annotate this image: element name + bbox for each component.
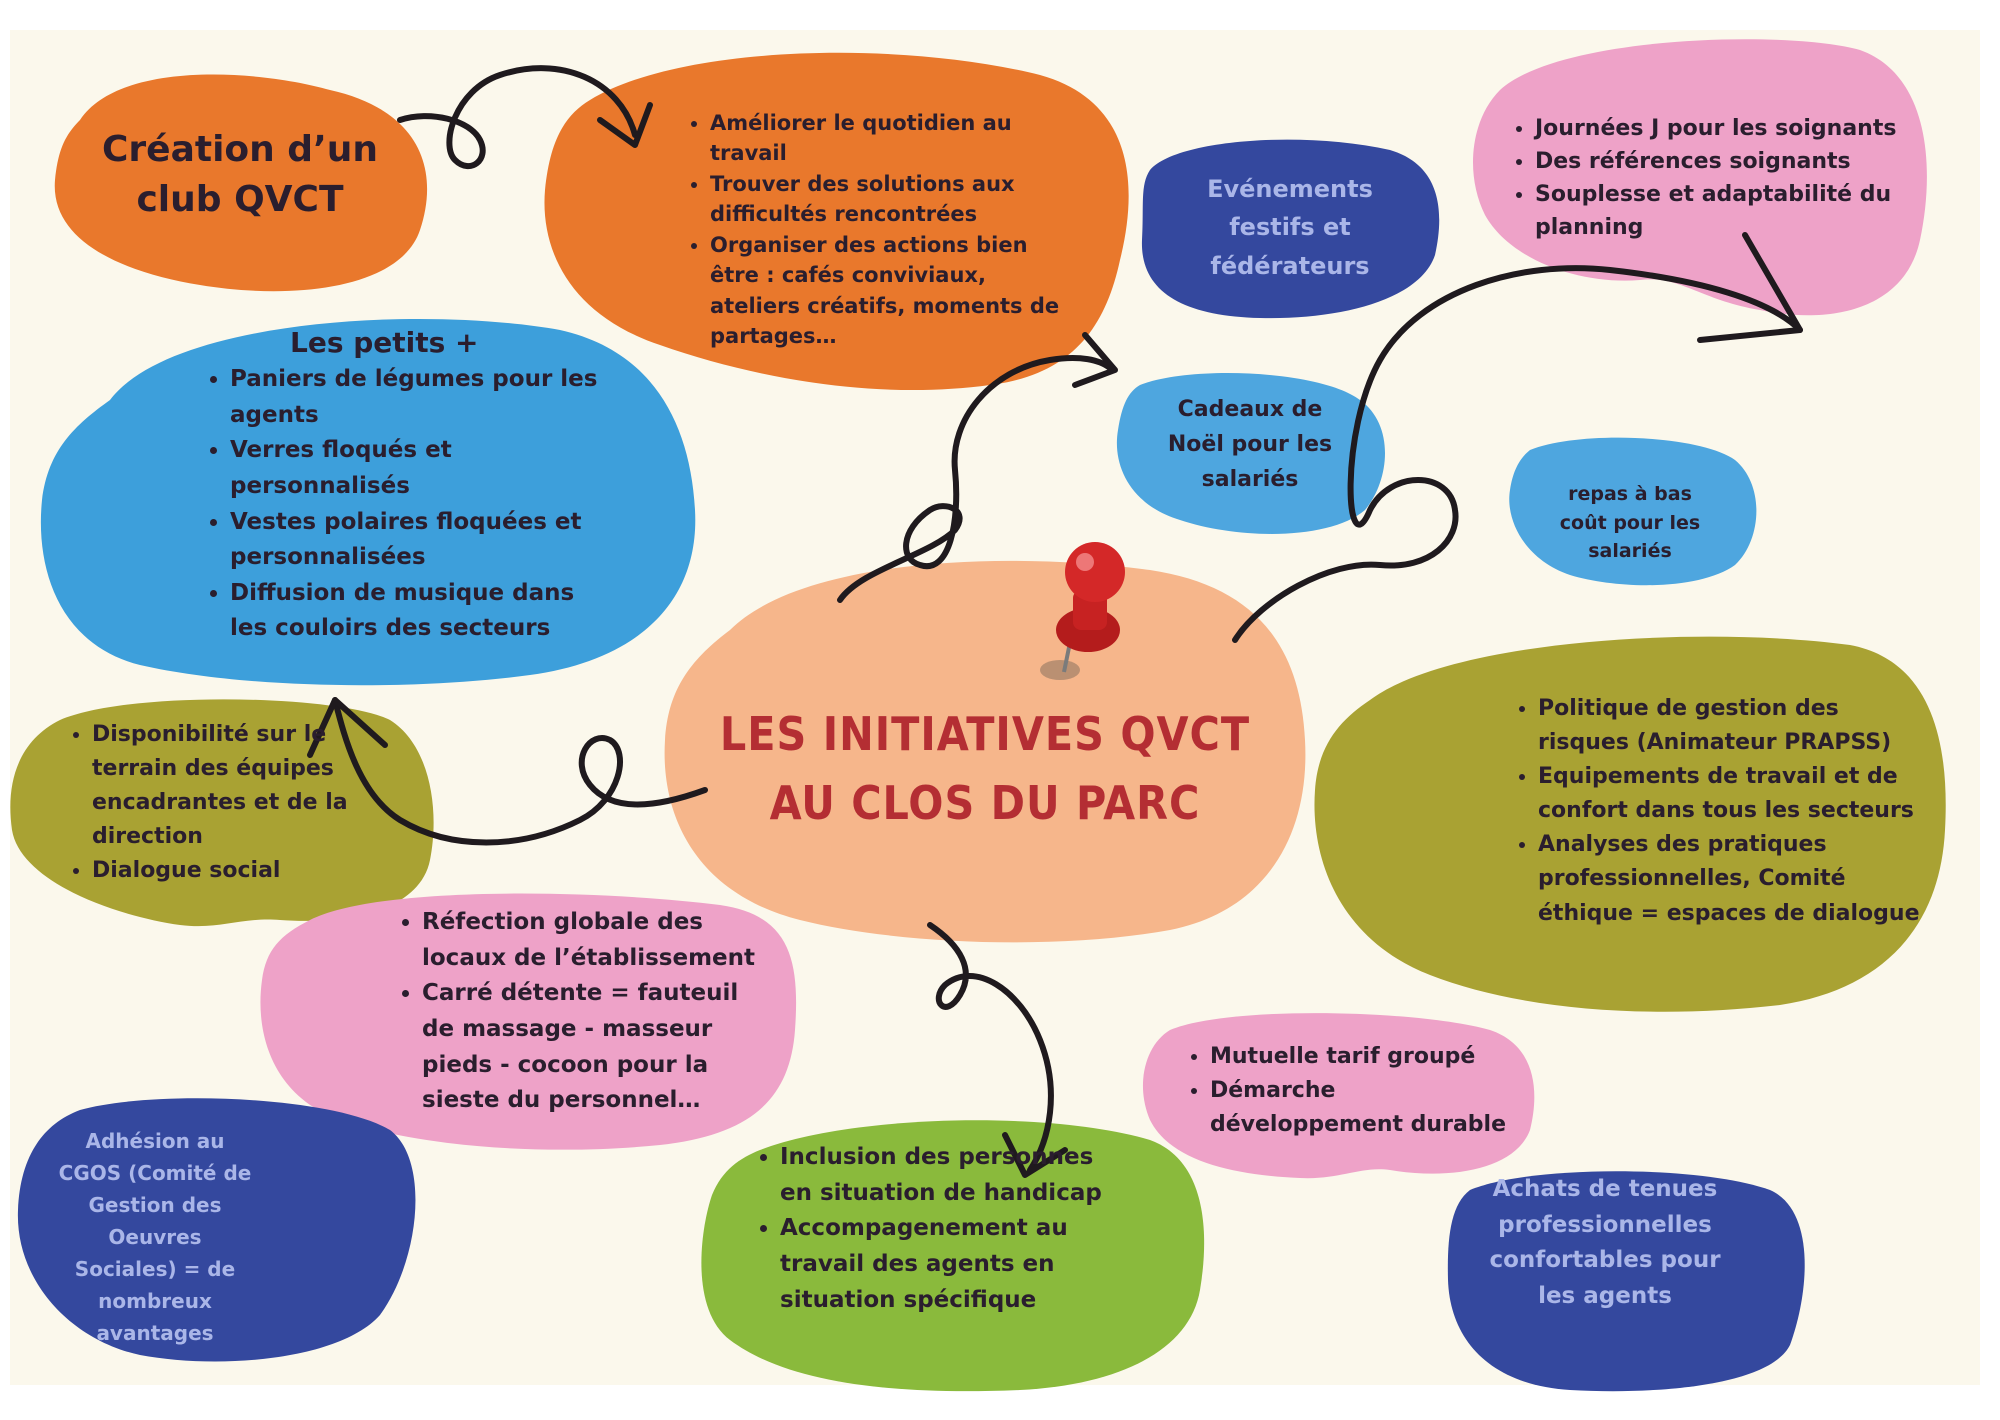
objective-item: • Trouver des solutions aux difficultés rencontrées	[710, 169, 1080, 230]
petits-item: • Verres floqués et personnalisés	[230, 433, 610, 504]
club-title-line-2: club QVCT	[136, 179, 344, 221]
petits-item: • Diffusion de musique dans les couloirs des secteurs	[230, 576, 610, 647]
club-title	[80, 125, 400, 226]
title-line-1: LES INITIATIVES QVCT	[719, 707, 1251, 761]
inclusion-text	[750, 1140, 1110, 1318]
events-text: Evénements festifs et fédérateurs	[1207, 175, 1373, 280]
politique-item: • Equipements de travail et de confort dans tous les secteurs	[1538, 760, 1928, 828]
objective-item: • Améliorer le quotidien au travail	[710, 108, 1080, 169]
disponibilite-item: • Disponibilité sur le terrain des équipes encadrantes et de la direction	[92, 718, 412, 854]
page-title	[705, 700, 1265, 838]
petits-text	[200, 362, 610, 647]
cgos-text: Adhésion au CGOS (Comité de Gestion des Oeuvres Sociales) = de nombreux avantages	[58, 1129, 252, 1345]
journees-item: • Souplesse et adaptabilité du planning	[1535, 178, 1935, 244]
petits-item: • Vestes polaires floquées et personnalisées	[230, 505, 610, 576]
inclusion-item: • Inclusion des personnes en situation de handicap	[780, 1140, 1110, 1211]
politique-item: • Politique de gestion des risques (Animateur PRAPSS)	[1538, 692, 1928, 760]
petits-item: • Paniers de légumes pour les agents	[230, 362, 610, 433]
journees-text	[1505, 112, 1935, 244]
cadeaux-text: Cadeaux de Noël pour les salariés	[1167, 397, 1333, 493]
journees-item: • Journées J pour les soignants	[1535, 112, 1935, 145]
petits-title: Les petits +	[290, 326, 479, 359]
refection-item: • Carré détente = fauteuil de massage - masseur pieds - cocoon pour la sieste du personnel…	[422, 976, 772, 1119]
club-title-line-1: Création d’un	[101, 129, 379, 170]
refection-text	[392, 905, 772, 1119]
mutuelle-text	[1180, 1040, 1520, 1142]
politique-text	[1508, 692, 1928, 931]
objectives-text	[680, 108, 1080, 352]
title-line-2: AU CLOS DU PARC	[769, 776, 1201, 830]
repas-text: repas à bas coût pour les salariés	[1559, 483, 1701, 562]
objective-item: • Organiser des actions bien être : cafés conviviaux, ateliers créatifs, moments de partages…	[710, 230, 1080, 352]
journees-item: • Des références soignants	[1535, 145, 1935, 178]
refection-item: • Réfection globale des locaux de l’établissement	[422, 905, 772, 976]
inclusion-item: • Accompagenement au travail des agents en situation spécifique	[780, 1211, 1110, 1318]
disponibilite-item: • Dialogue social	[92, 854, 412, 888]
disponibilite-text	[62, 718, 412, 888]
politique-item: • Analyses des pratiques professionnelles, Comité éthique = espaces de dialogue	[1538, 828, 1928, 930]
mutuelle-item: • Démarche développement durable	[1210, 1074, 1520, 1142]
mutuelle-item: • Mutuelle tarif groupé	[1210, 1040, 1520, 1074]
achats-text: Achats de tenues professionnelles confortables pour les agents	[1489, 1176, 1721, 1309]
